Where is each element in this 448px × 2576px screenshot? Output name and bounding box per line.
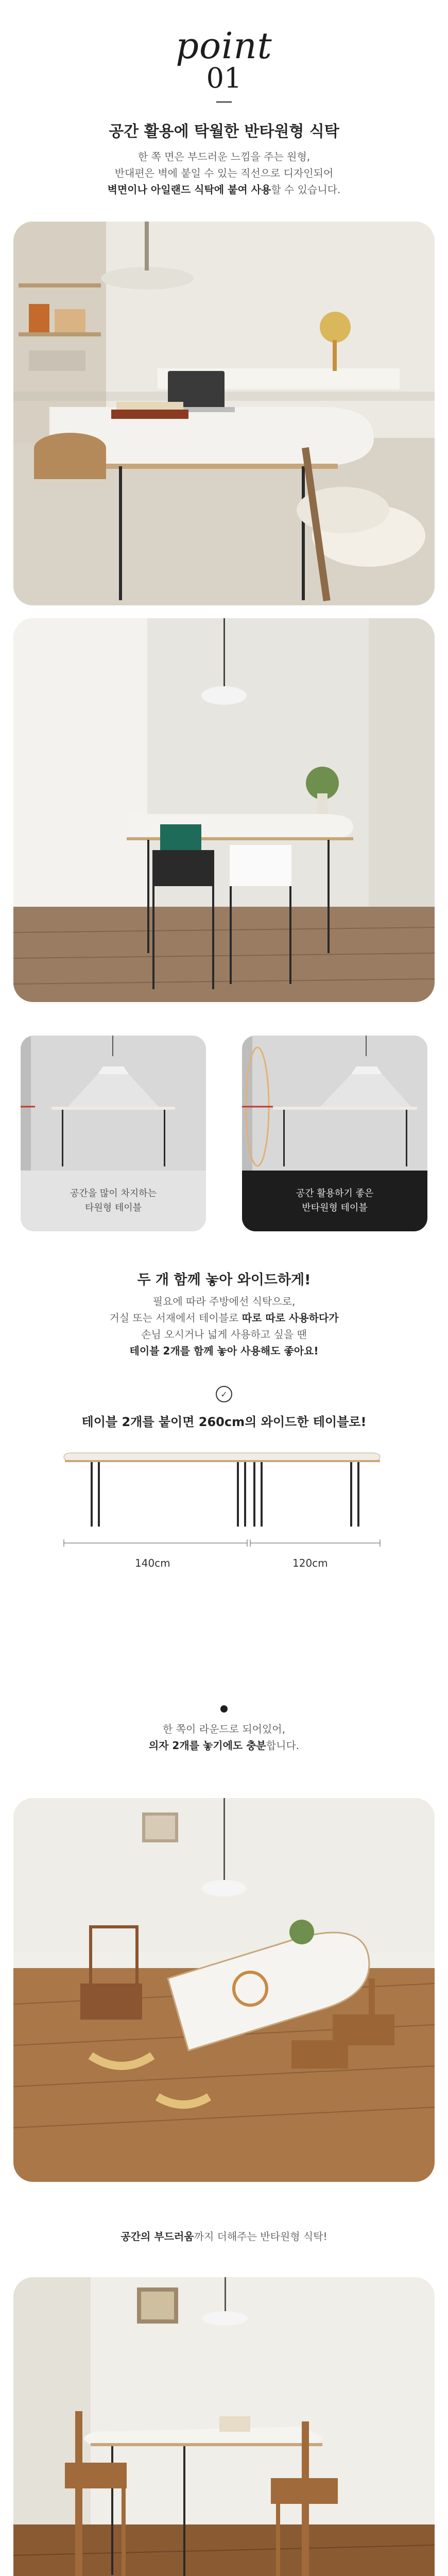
- dimension-left-label: 140cm: [135, 1557, 170, 1569]
- compare-card-half-oval-illustration: [242, 1036, 427, 1171]
- point-number: 01: [206, 62, 242, 94]
- section4-line-rest: 까지 더해주는 반타원형 식탁!: [194, 2230, 328, 2243]
- compare-card-half-oval-caption: [242, 1171, 427, 1231]
- section2-line-2-bold: 따로 따로 사용하다가: [242, 1312, 339, 1324]
- dimension-right-label: 120cm: [292, 1557, 328, 1569]
- photo-dining-side: [13, 2277, 435, 2576]
- section1-title: 공간 활용에 탁월한 반타원형 식탁: [109, 123, 339, 141]
- section1-line-3: [0, 181, 448, 198]
- compare-card-oval-illustration: [21, 1036, 206, 1171]
- section2-line-2-pre: 거실 또는 서재에서 테이블로: [109, 1312, 242, 1324]
- section4-line: [0, 2228, 448, 2245]
- section1-text: [0, 148, 448, 198]
- wide-note: 테이블 2개를 붙이면 260cm의 와이드한 테이블로!: [81, 1415, 367, 1429]
- section2-text: [0, 1293, 448, 1359]
- section3-line-1: 한 쪽이 라운드로 되어있어,: [163, 1723, 285, 1735]
- compare-card-half-oval-caption-2: 반타원형 테이블: [302, 1202, 368, 1213]
- compare-card-half-oval-caption-1: 공간 활용하기 좋은: [296, 1188, 374, 1199]
- section2-line-4: [0, 1343, 448, 1359]
- photo-dining-side-illustration: [13, 2277, 435, 2576]
- wide-table-diagram: [62, 1443, 386, 1566]
- photo-room-scene: [13, 618, 435, 1002]
- compare-card-oval: [21, 1036, 206, 1231]
- section1-line-1: 한 쪽 면은 부드러운 느낌을 주는 원형,: [137, 150, 311, 163]
- section1-line-3-rest: 할 수 있습니다.: [271, 183, 341, 196]
- section1-line-2: 반대편은 벽에 붙일 수 있는 직선으로 디자인되어: [114, 167, 334, 179]
- section2-line-2: [0, 1310, 448, 1326]
- section1-line-3-bold: 벽면이나 아일랜드 식탁에 붙여 사용: [107, 183, 271, 196]
- section2-line-1: 필요에 따라 주방에선 식탁으로,: [152, 1295, 296, 1308]
- compare-card-oval-caption: [21, 1171, 206, 1231]
- section2-title: 두 개 함께 놓아 와이드하게!: [137, 1272, 311, 1288]
- photo-desk-scene: [13, 222, 435, 605]
- compare-card-oval-caption-2: 타원형 테이블: [84, 1202, 142, 1213]
- section4-line-bold: 공간의 부드러움: [120, 2230, 194, 2243]
- point-script-title: point: [176, 25, 272, 67]
- section3-text: [0, 1721, 448, 1754]
- check-icon: ✓: [216, 1386, 232, 1402]
- section3-line-2-rest: 합니다.: [266, 1739, 300, 1752]
- section3-line-2-bold: 의자 2개를 놓기에도 충분: [148, 1739, 266, 1752]
- compare-card-oval-caption-1: 공간을 많이 차지하는: [70, 1188, 157, 1199]
- photo-room-scene-illustration: [13, 618, 435, 1002]
- photo-dining-overhead-illustration: [13, 1798, 435, 2182]
- section2-line-3: 손님 오시거나 넓게 사용하고 싶을 땐: [141, 1328, 307, 1341]
- section4-text: [0, 2228, 448, 2245]
- section3-dot: [220, 1705, 228, 1713]
- photo-desk-scene-illustration: [13, 222, 435, 605]
- section2-line-4-bold: 테이블 2개를 함께 놓아 사용해도 좋아요!: [129, 1345, 319, 1357]
- photo-dining-overhead: [13, 1798, 435, 2182]
- title-divider: [216, 101, 232, 103]
- compare-card-half-oval: [242, 1036, 427, 1231]
- section3-line-2: [0, 1737, 448, 1754]
